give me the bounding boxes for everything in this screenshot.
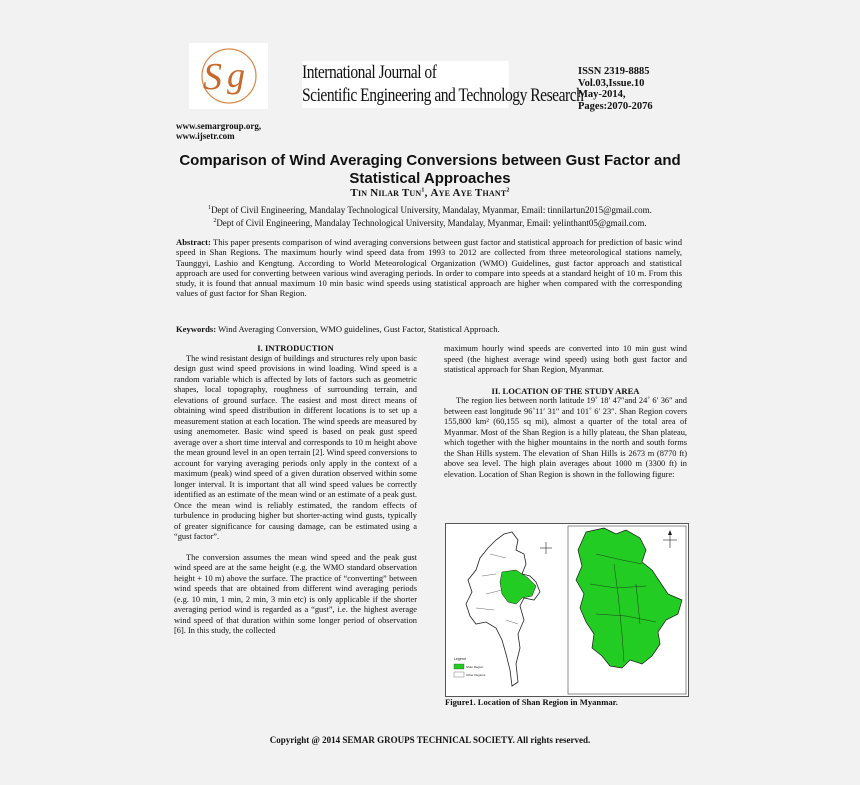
- intro-paragraph-2: The conversion assumes the mean wind speed and the peak gust wind speed are at the same height (e.g. the WMO standard observation height + 10 m) above the surface. The practice of “converting” between wind speeds that are obtained from different wind averaging periods (e.g. 10 min, 1 min, 2 min, 3 min etc) is only applicable if the shorter averaging period wind is regarded as a “gust”, i.e. the highest average wind speed of that duration within some longer period of observation [6]. In this study, the collected: [174, 552, 417, 635]
- author-2: Aye Aye Thant: [430, 187, 507, 199]
- journal-urls: [176, 121, 261, 141]
- svg-text:Legend: Legend: [454, 657, 466, 661]
- journal-name-line2: Scientific Engineering and Technology Research: [302, 85, 584, 106]
- affiliation-2: $^2$Dept of Civil Engineering, Mandalay Technological University, Mandalay, Myanmar, Email: yelinthant05@gmail.com.: [213, 217, 647, 228]
- copyright-footer: Copyright @ 2014 SEMAR GROUPS TECHNICAL SOCIETY. All rights reserved.: [269, 735, 591, 745]
- affiliation-1: $^1$Dept of Civil Engineering, Mandalay Technological University, Mandalay, Myanmar, Email: tinnilartun2015@gmail.com.: [208, 205, 652, 215]
- author-list: Tin Nilar Tun$^1$, Aye Aye Thant$^2$: [350, 187, 510, 199]
- svg-text:Shan Region: Shan Region: [466, 665, 484, 669]
- map-legend: [454, 657, 486, 677]
- section-heading-introduction: I. INTRODUCTION: [257, 343, 334, 353]
- abstract-label: Abstract:: [176, 237, 211, 247]
- section-heading-location: II. LOCATION OF THE STUDY AREA: [491, 385, 640, 396]
- affiliations: [170, 203, 690, 228]
- url-semargroup[interactable]: www.semargroup.org,: [176, 121, 262, 131]
- issue-date: May-2014,: [578, 89, 626, 100]
- left-column: [174, 343, 417, 637]
- journal-logo: [189, 43, 268, 109]
- intro-continuation: maximum hourly wind speeds are converted into 10 min gust wind speed (the highest average wind speed) using both gust factor and statistical approach for Shan Region, Myanmar.: [444, 344, 687, 374]
- journal-name: [302, 61, 584, 108]
- paper-title: Comparison of Wind Averaging Conversions between Gust Factor and Statistical Approaches: [179, 152, 681, 187]
- north-arrow-icon-left: [540, 542, 552, 554]
- figure-caption: Figure1. Location of Shan Region in Myanmar.: [445, 697, 618, 707]
- svg-text:S: S: [203, 56, 222, 98]
- issue-info: [578, 66, 688, 112]
- page-range: Pages:2070-2076: [578, 100, 653, 112]
- svg-text:g: g: [227, 55, 245, 95]
- figure-shan-region-map: [445, 523, 689, 697]
- keywords-text: Wind Averaging Conversion, WMO guidelines, Gust Factor, Statistical Approach.: [216, 324, 500, 334]
- volume-issue: Vol.03,Issue.10: [578, 77, 645, 89]
- keywords-label: Keywords:: [176, 324, 217, 334]
- right-column: [444, 344, 687, 480]
- abstract: [176, 237, 682, 299]
- keywords: [176, 324, 682, 334]
- issn: ISSN 2319-8885: [578, 66, 650, 77]
- abstract-text: This paper presents comparison of wind averaging conversions between gust factor and statistical approach for prediction of basic wind speed in Shan Regions. The maximum hourly wind speed data from 1993 to 2012 are collected from three meteorological stations namely, Taunggyi, Lashio and Kengtung. According to World Meteorological Organization (WMO) Guidelines, gust factor approach and statistical approach are used for converting between various wind averaging periods. In order to compare into speeds at a standard height of 10 m. From this study, it is found that annual maximum 10 min basic wind speeds using statistical approach are higher when compared with the corresponding values of gust factor for Shan Region.: [176, 237, 682, 299]
- author-1: Tin Nilar Tun: [350, 187, 422, 199]
- intro-paragraph-1: The wind resistant design of buildings and structures rely upon basic design gust wind speed provisions in wind loading. Wind speed is a random variable which is affected by lots of factors such as geometric shapes, local topography, roughness of surrounding terrain, and elevations of ground surface. The easiest and most direct means of obtaining wind speed distribution in different locations is to set up a measurement station at each location. The wind speeds are measured by using anemometer. Basic wind speed is based on peak gust speed average over a short time interval and corresponds to 10 m height above the mean ground level in an open terrain [2]. Wind speed conversions to account for varying averaging periods only apply in the context of a maximum (peak) wind speed of a given duration observed within some longer interval. It is important that all wind speed values be correctly identified as an estimate of the mean wind or an estimate of a peak gust. Once the mean wind is reliably estimated, the random effects of turbulence in producing higher but shorter-acting wind gusts, typically of greater significance for causing damage, can be estimated using a “gust factor”.: [174, 353, 417, 541]
- myanmar-map: [466, 532, 540, 686]
- svg-text:Other Regions: Other Regions: [466, 673, 486, 677]
- journal-name-line1: International Journal of: [302, 62, 437, 83]
- url-ijsetr[interactable]: www.ijsetr.com: [176, 131, 235, 141]
- location-paragraph: The region lies between north latitude 19˚ 18′ 47″and 24˚ 6′ 36″ and between east longitude 96˚11′ 31″ and 101˚ 6′ 23″. Shan Region covers 155,800 km² (60,155 sq mi), almost a quarter of the total area of Myanmar. Most of the Shan Region is a hilly plateau, the Shan plateau, which together with the higher mountains in the north and south forms the Shan Hills system. The elevation of Shan Hills is 2673 m (8770 ft) above sea level. The high plain averages about 1000 m (3300 ft) in elevation. Location of Shan Region is shown in the following figure:: [444, 396, 687, 479]
